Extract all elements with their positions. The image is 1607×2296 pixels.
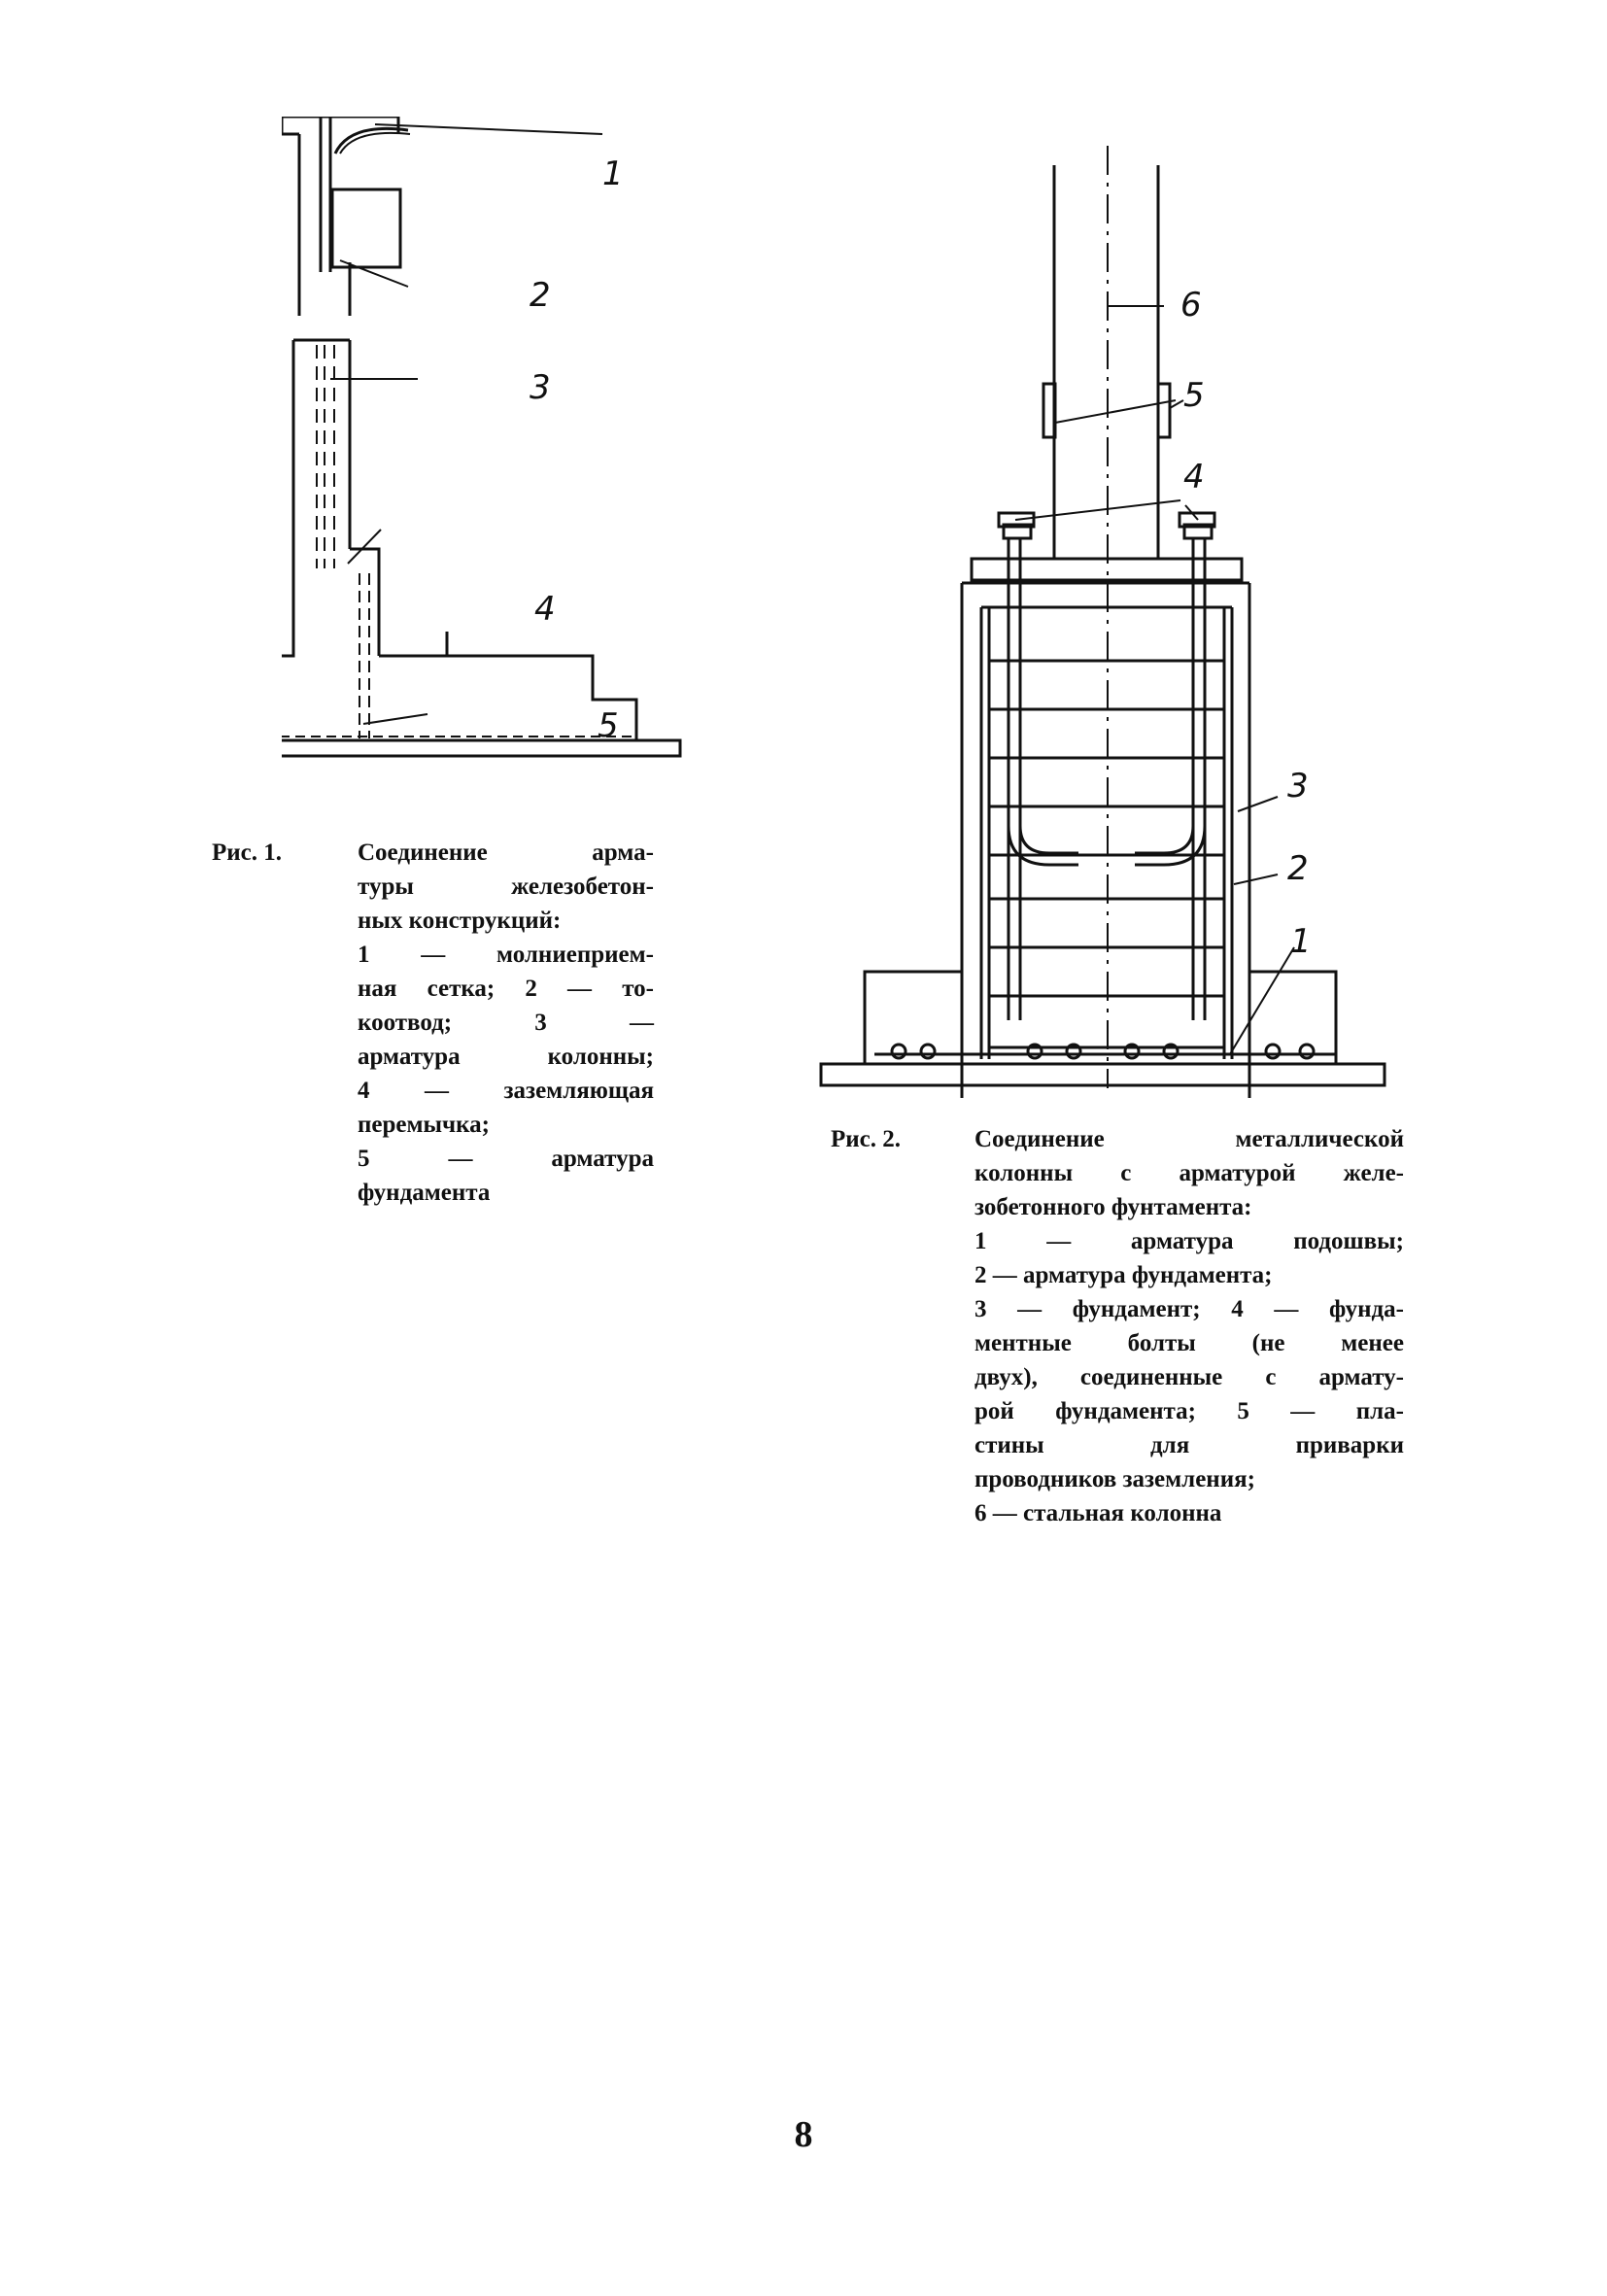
fig1-caption-line: туры железобетон- xyxy=(358,874,654,900)
fig2-caption-line: 3 — фундамент; 4 — фунда- xyxy=(974,1296,1404,1322)
figure-1-label: Рис. 1. xyxy=(212,840,283,866)
fig2-caption-line: рой фундамента; 5 — пла- xyxy=(974,1398,1404,1424)
fig2-caption-line: колонны с арматурой желе- xyxy=(974,1160,1404,1186)
fig1-caption-line: 4 — заземляющая xyxy=(358,1078,654,1104)
fig1-caption-line: коотвод; 3 — xyxy=(358,1010,654,1036)
fig1-caption-line: 5 — арматура xyxy=(358,1146,654,1172)
fig2-caption-line: 6 — стальная колонна xyxy=(974,1500,1222,1526)
fig1-caption-line: Соединение арма- xyxy=(358,840,654,866)
figure-2-label: Рис. 2. xyxy=(831,1126,902,1152)
fig2-callout-4: 4 xyxy=(1183,458,1205,497)
fig1-callout-3: 3 xyxy=(530,368,551,407)
figure-2-caption xyxy=(831,1122,1404,1550)
fig2-steel-column xyxy=(1054,165,1158,559)
figure-1-caption xyxy=(212,836,654,1224)
figure-2-drawing xyxy=(816,146,1399,1098)
fig1-caption-line: арматура колонны; xyxy=(358,1044,654,1070)
fig2-callout-6: 6 xyxy=(1180,286,1202,325)
fig2-foundation xyxy=(821,583,1385,1098)
fig2-plate-right xyxy=(1158,384,1170,437)
fig2-callout-5: 5 xyxy=(1183,376,1205,415)
fig2-caption-line: 2 — арматура фундамента; xyxy=(974,1262,1273,1288)
fig2-caption-line: двух), соединенные с армату- xyxy=(974,1364,1404,1390)
fig1-caption-line: 1 — молниеприем- xyxy=(358,942,654,968)
fig1-caption-line: фундамента xyxy=(358,1180,491,1206)
fig2-callout-1: 1 xyxy=(1290,922,1312,961)
fig2-caption-line: стины для приварки xyxy=(974,1432,1404,1458)
fig2-caption-line: зобетонного фунтамента: xyxy=(974,1194,1252,1220)
fig1-callout-1: 1 xyxy=(602,154,624,193)
fig1-caption-line: ных конструкций: xyxy=(358,908,562,934)
fig1-column xyxy=(293,340,350,568)
fig1-caption-line: перемычка; xyxy=(358,1112,490,1138)
fig2-callout-2: 2 xyxy=(1287,849,1309,888)
fig1-caption-line: ная сетка; 2 — то- xyxy=(358,976,654,1002)
fig2-caption-line: ментные болты (не менее xyxy=(974,1330,1404,1356)
page-number: 8 xyxy=(794,2114,813,2155)
fig2-caption-line: 1 — арматура подошвы; xyxy=(974,1228,1404,1254)
figure-1-drawing xyxy=(282,117,690,826)
fig1-box xyxy=(332,189,400,267)
fig2-callout-3: 3 xyxy=(1287,767,1309,805)
fig2-caption-line: Соединение металлической xyxy=(974,1126,1404,1152)
fig2-caption-line: проводников заземления; xyxy=(974,1466,1255,1492)
fig1-callout-2: 2 xyxy=(530,276,551,315)
fig1-foundation xyxy=(282,549,680,756)
fig1-callout-4: 4 xyxy=(534,590,556,629)
fig1-callout-5: 5 xyxy=(598,706,619,745)
